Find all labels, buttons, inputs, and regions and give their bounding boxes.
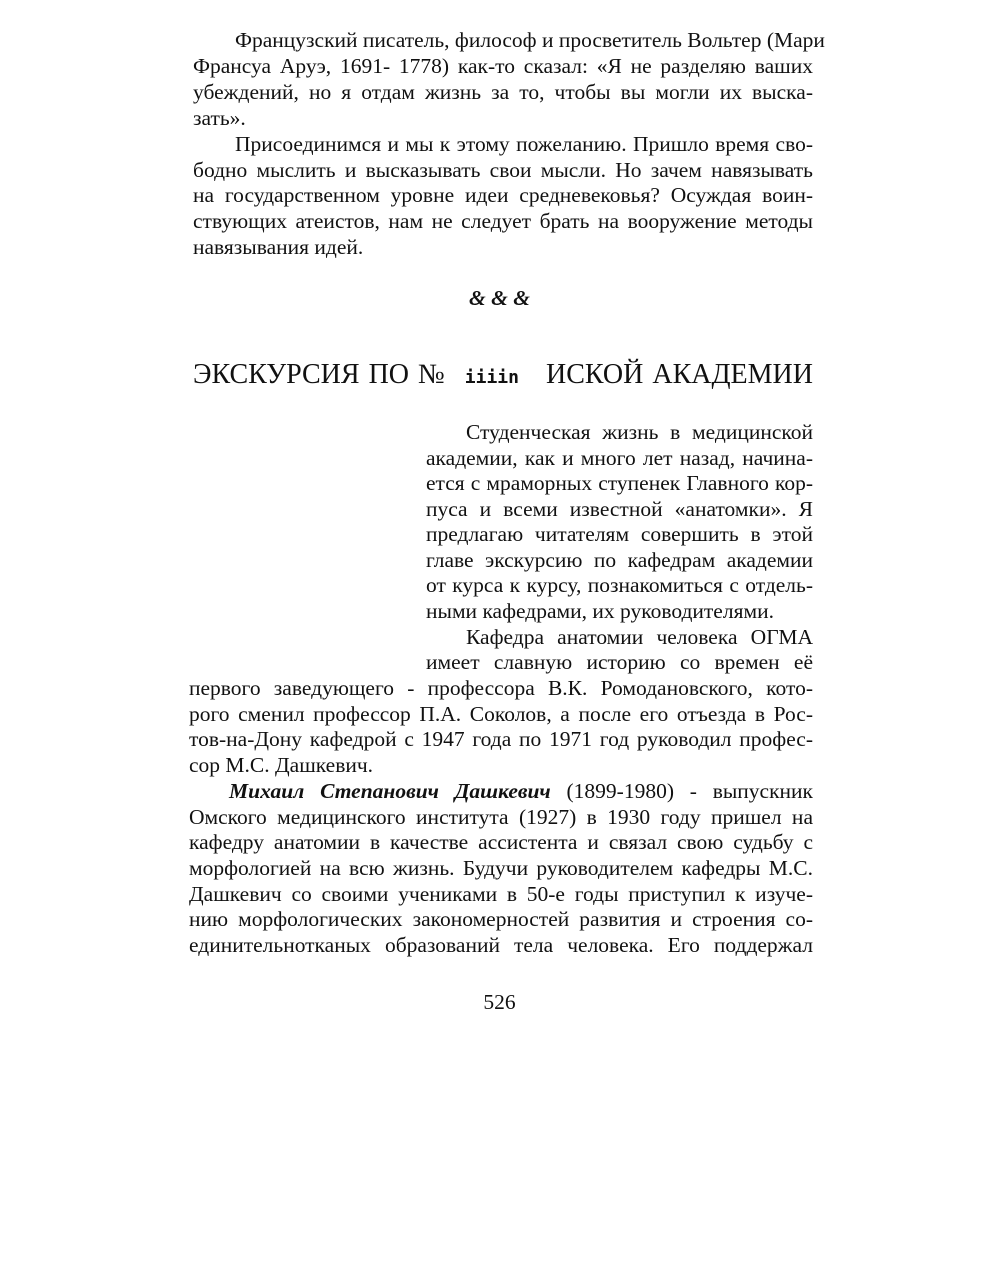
text-line: сор М.С. Дашкевич. <box>189 753 374 777</box>
text-line: от курса к курсу, познакомиться с отдель- <box>426 573 813 597</box>
text-line: на государственном уровне идеи средневековья? Осуждая воин- <box>193 183 813 207</box>
text-line: академии, как и много лет назад, начина- <box>426 446 813 470</box>
text-line: имеет славную историю со времен её <box>426 650 813 674</box>
text-line: навязывания идей. <box>193 235 364 259</box>
text-line <box>229 779 813 804</box>
text-line: убеждений, но я отдам жизнь за то, чтобы вы могли их выска- <box>193 80 813 104</box>
text-line: Омского медицинского института (1927) в 1930 году пришел на <box>189 805 813 829</box>
text-line: Присоединимся и мы к этому пожеланию. Пришло время сво- <box>235 132 813 156</box>
text-line: предлагаю читателям совершить в этой <box>426 522 813 546</box>
text-line: морфологией на всю жизнь. Будучи руководителем кафедры М.С. <box>189 856 813 880</box>
heading-garbled-text: iiiin <box>464 367 519 388</box>
text-line: первого заведующего - профессора В.К. Ромодановского, кото- <box>189 676 813 700</box>
text-line: ется с мраморных ступенек Главного кор- <box>426 471 813 495</box>
heading-part-1: ЭКСКУРСИЯ ПО № <box>193 359 447 390</box>
text-line: нию морфологических закономерностей развития и строения со- <box>189 907 813 931</box>
text-line: Студенческая жизнь в медицинской <box>466 420 813 444</box>
person-name: Михаил Степанович Дашкевич <box>229 779 551 803</box>
text-line: Французский писатель, философ и просветитель Вольтер (Мари <box>235 28 825 52</box>
text-line: рого сменил профессор П.А. Соколов, а после его отъезда в Рос- <box>189 702 813 726</box>
text-line: зать». <box>193 106 246 130</box>
chapter-heading <box>193 358 813 395</box>
text-line: кафедру анатомии в качестве ассистента и связал свою судьбу с <box>189 830 813 854</box>
section-separator: & & & <box>469 286 530 310</box>
text-line: тов-на-Дону кафедрой с 1947 года по 1971 год руководил профес- <box>189 727 813 751</box>
page-number: 526 <box>483 990 516 1014</box>
text-line: ными кафедрами, их руководителями. <box>426 599 774 623</box>
text-fragment: (1899-1980) - выпускник <box>550 779 813 803</box>
text-line: Кафедра анатомии человека ОГМА <box>466 625 813 649</box>
text-line: бодно мыслить и высказывать свои мысли. Но зачем навязывать <box>193 158 813 182</box>
text-line: Франсуа Аруэ, 1691- 1778) как-то сказал: «Я не разделяю ваших <box>193 54 813 78</box>
text-line: Дашкевич со своими учениками в 50-е годы приступил к изуче- <box>189 882 813 906</box>
text-line: главе экскурсию по кафедрам академии <box>426 548 813 572</box>
text-line: пуса и всеми известной «анатомки». Я <box>426 497 813 521</box>
heading-part-2: ИСКОЙ АКАДЕМИИ <box>546 359 814 390</box>
text-line: единительнотканых образований тела человека. Его поддержал <box>189 933 813 957</box>
text-line: ствующих атеистов, нам не следует брать на вооружение методы <box>193 209 813 233</box>
